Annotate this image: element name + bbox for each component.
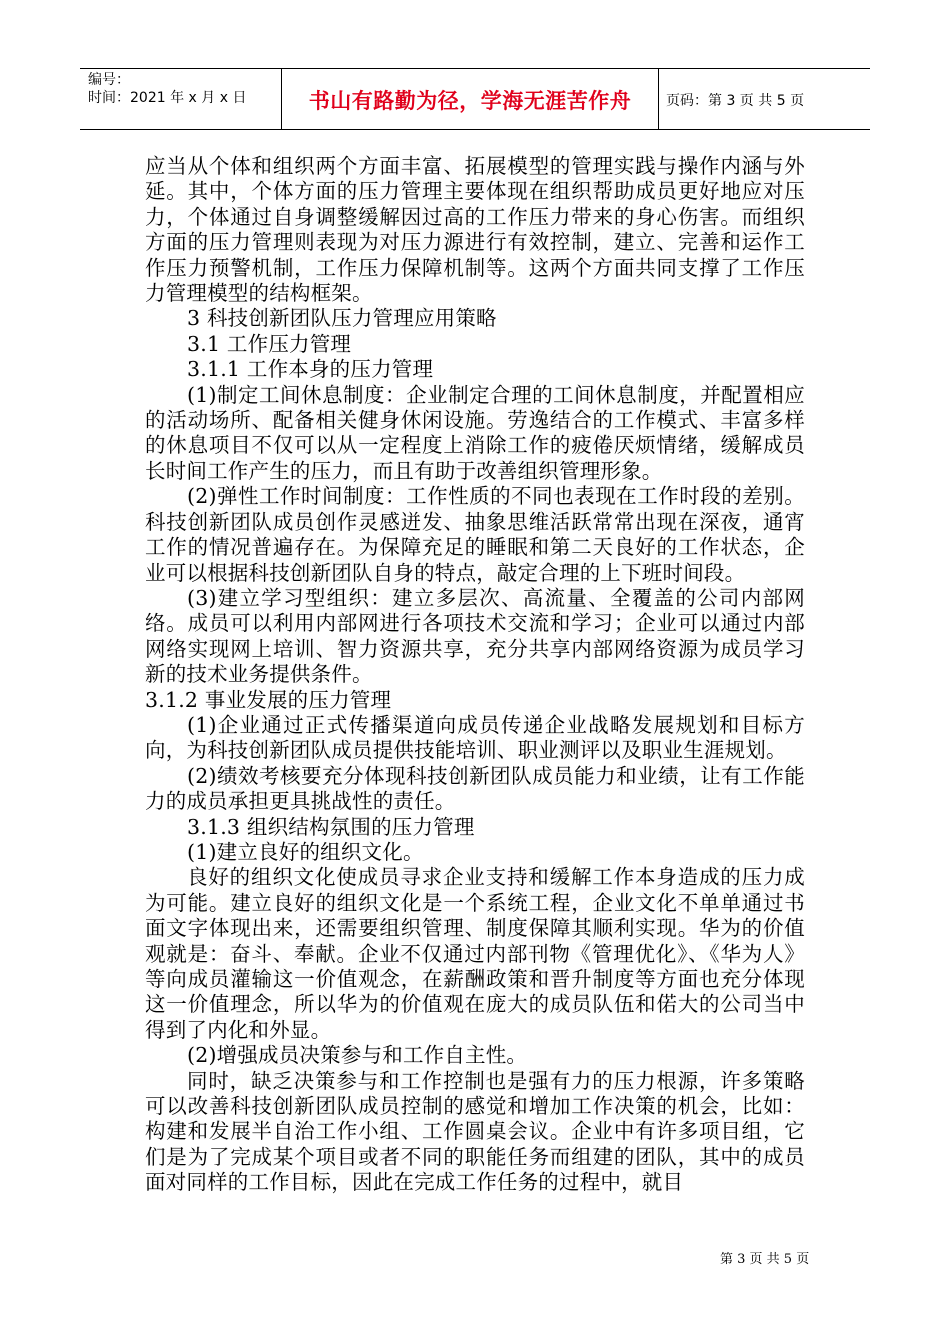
paragraph: (2)弹性工作时间制度：工作性质的不同也表现在工作时段的差别。科技创新团队成员创作灵感迸发、抽象思维活跃常常出现在深夜，通宵工作的情况普遍存在。为保障充足的睡眠和第二天良好的工作状态，企业可以根据科技创新团队自身的特点，敲定合理的上下班时间段。: [145, 484, 805, 585]
header-page-cell: [658, 69, 870, 129]
page-header: [80, 68, 870, 130]
subsection-heading: 3.1 工作压力管理: [187, 331, 352, 356]
subsubsection-heading: 3.1.2 事业发展的压力管理: [145, 687, 392, 712]
document-body: [145, 154, 805, 1196]
document-number-label: 编号：: [88, 72, 130, 88]
header-page-info: 页码：第 3 页 共 5 页: [666, 93, 805, 109]
paragraph: 应当从个体和组织两个方面丰富、拓展模型的管理实践与操作内涵与外延。其中，个体方面的压力管理主要体现在组织帮助成员更好地应对压力，个体通过自身调整缓解因过高的工作压力带来的身心伤害。而组织方面的压力管理则表现为对压力源进行有效控制，建立、完善和运作工作压力预警机制，工作压力保障机制等。这两个方面共同支撑了工作压力管理模型的结构框架。: [145, 154, 805, 306]
subsubsection-heading: 3.1.3 组织结构氛围的压力管理: [187, 814, 475, 839]
paragraph: 同时，缺乏决策参与和工作控制也是强有力的压力根源，许多策略可以改善科技创新团队成员控制的感觉和增加工作决策的机会，比如：构建和发展半自治工作小组、工作圆桌会议。企业中有许多项目组，它们是为了完成某个项目或者不同的职能任务而组建的团队，其中的成员面对同样的工作目标，因此在完成工作任务的过程中，就目: [145, 1068, 805, 1195]
paragraph: (3)建立学习型组织：建立多层次、高流量、全覆盖的公司内部网络。成员可以利用内部网进行各项技术交流和学习；企业可以通过内部网络实现网上培训、智力资源共享，充分共享内部网络资源为成员学习新的技术业务提供条件。: [145, 585, 805, 687]
paragraph: (1)建立良好的组织文化。: [187, 839, 424, 864]
section-heading: 3 科技创新团队压力管理应用策略: [187, 306, 497, 331]
document-date: 时间：2021 年 x 月 x 日: [88, 90, 247, 106]
header-motto: 书山有路勤为径，学海无涯苦作舟: [308, 89, 632, 113]
paragraph: (2)增强成员决策参与和工作自主性。: [187, 1043, 528, 1068]
paragraph: 良好的组织文化使成员寻求企业支持和缓解工作本身造成的压力成为可能。建立良好的组织文化是一个系统工程，企业文化不单单通过书面文字体现出来，还需要组织管理、制度保障其顺利实现。华为的价值观就是：奋斗、奉献。企业不仅通过内部刊物《管理优化》、《华为人》等向成员灌输这一价值观念，在薪酬政策和晋升制度等方面也充分体现这一价值理念，所以华为的价值观在庞大的成员队伍和偌大的公司当中得到了内化和外显。: [145, 865, 805, 1042]
paragraph: (1)制定工间休息制度：企业制定合理的工间休息制度，并配置相应的活动场所、配备相关健身休闲设施。劳逸结合的工作模式、丰富多样的休息项目不仅可以从一定程度上消除工作的疲倦厌烦情绪，缓解成员长时间工作产生的压力，而且有助于改善组织管理形象。: [145, 382, 805, 483]
header-motto-cell: [281, 69, 659, 129]
paragraph: (1)企业通过正式传播渠道向成员传递企业战略发展规划和目标方向，为科技创新团队成员提供技能培训、职业测评以及职业生涯规划。: [145, 712, 805, 763]
subsubsection-heading: 3.1.1 工作本身的压力管理: [187, 357, 434, 382]
header-meta-cell: [80, 69, 280, 129]
page-footer-number: 第 3 页 共 5 页: [720, 1252, 810, 1267]
paragraph: (2)绩效考核要充分体现科技创新团队成员能力和业绩，让有工作能力的成员承担更具挑战性的责任。: [145, 763, 805, 814]
